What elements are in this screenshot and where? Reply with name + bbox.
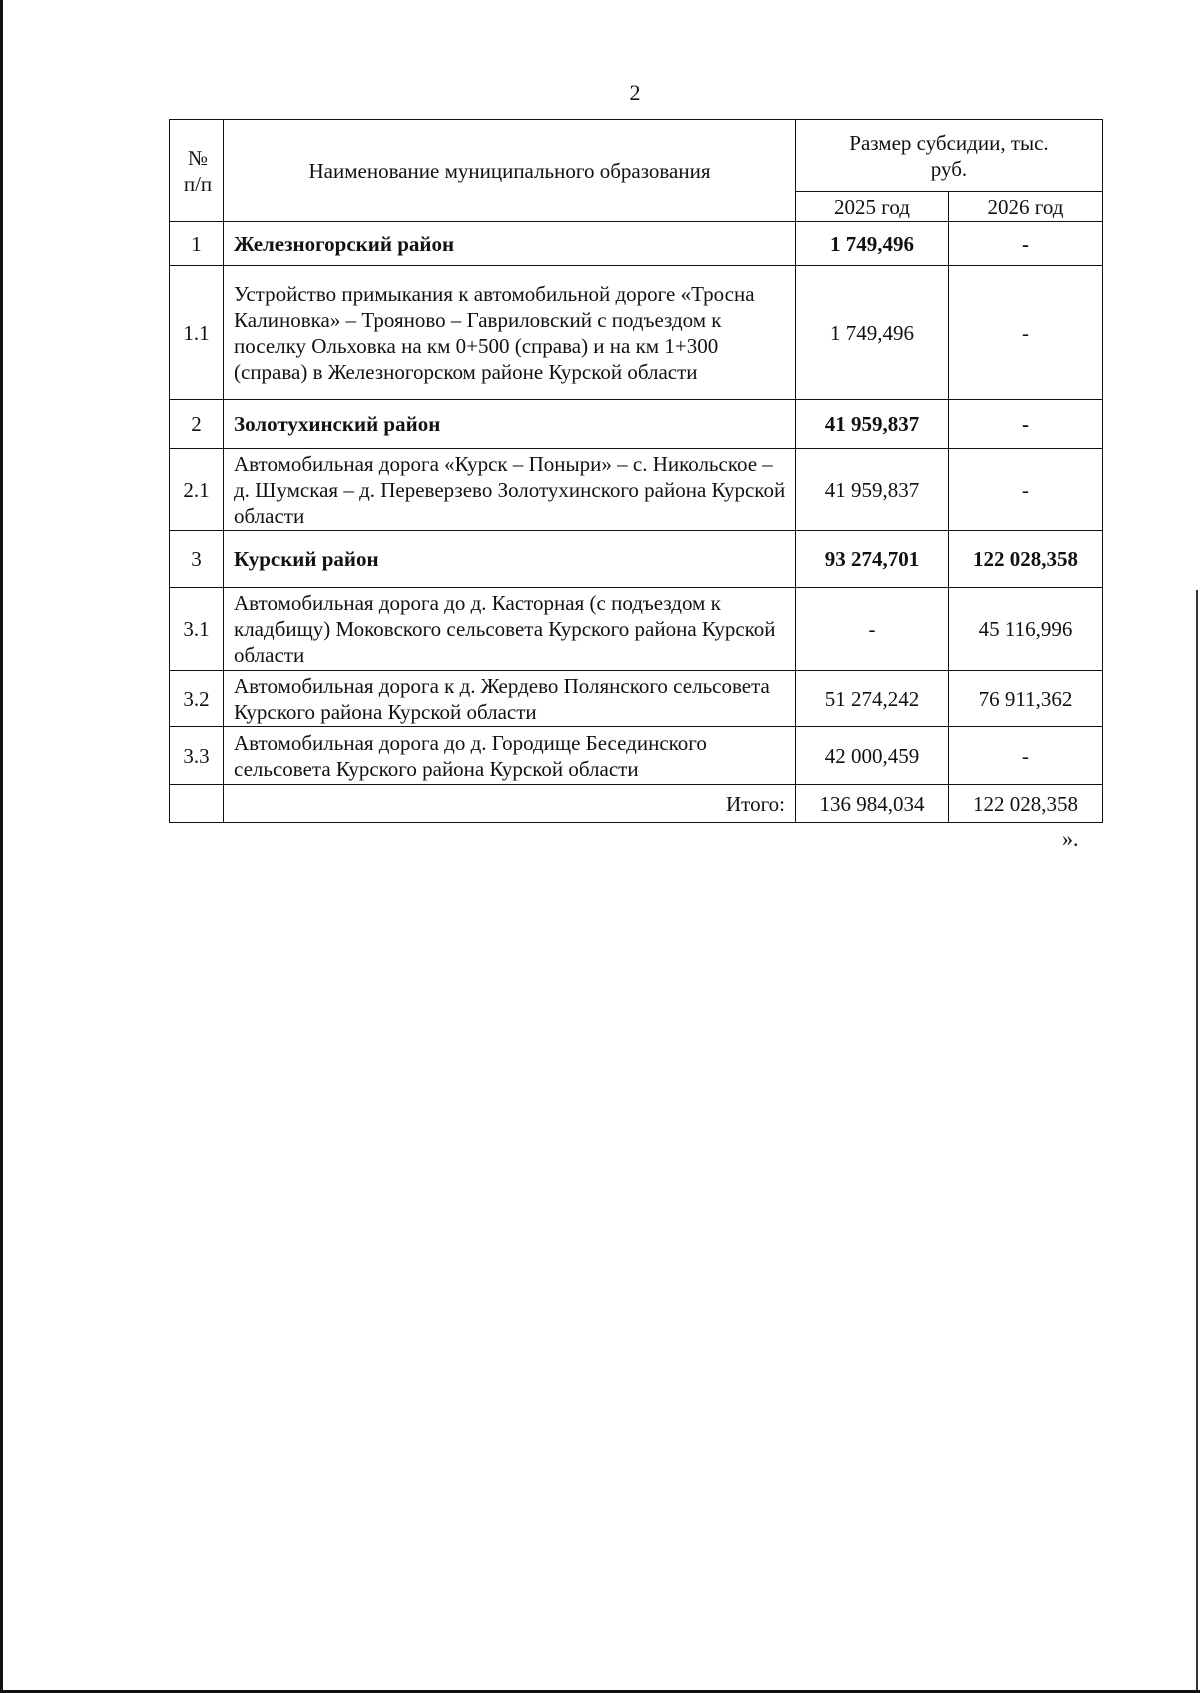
table-row-district <box>170 400 1103 449</box>
total-value-2026: 122 028,358 <box>949 785 1103 823</box>
table-row-object <box>170 588 1103 671</box>
row-value-2026: 76 911,362 <box>949 671 1103 727</box>
row-number: 2 <box>170 400 224 449</box>
table-row-object <box>170 671 1103 727</box>
header-number <box>170 120 224 222</box>
row-name: Курский район <box>224 531 796 588</box>
row-number: 3.3 <box>170 727 224 785</box>
row-value-2026: - <box>949 449 1103 531</box>
row-value-2025: 42 000,459 <box>796 727 949 785</box>
header-year-2025: 2025 год <box>796 192 949 222</box>
row-name: Железногорский район <box>224 222 796 266</box>
row-value-2025: 1 749,496 <box>796 266 949 400</box>
closing-quote-mark: ». <box>1062 826 1079 851</box>
total-number-cell <box>170 785 224 823</box>
row-value-2025: 51 274,242 <box>796 671 949 727</box>
total-label: Итого: <box>224 785 796 823</box>
row-value-2025: 1 749,496 <box>796 222 949 266</box>
row-name: Автомобильная дорога к д. Жердево Полянского сельсовета Курского района Курской области <box>224 671 796 727</box>
row-value-2025: 41 959,837 <box>796 449 949 531</box>
row-value-2025: 41 959,837 <box>796 400 949 449</box>
page-number: 2 <box>629 80 641 105</box>
row-number: 2.1 <box>170 449 224 531</box>
row-name: Автомобильная дорога до д. Касторная (с подъездом к кладбищу) Моковского сельсовета Курского района Курской области <box>224 588 796 671</box>
row-value-2026: - <box>949 400 1103 449</box>
table-row-district <box>170 531 1103 588</box>
row-value-2026: - <box>949 266 1103 400</box>
row-name: Золотухинский район <box>224 400 796 449</box>
row-value-2026: 45 116,996 <box>949 588 1103 671</box>
header-name: Наименование муниципального образования <box>224 120 796 222</box>
row-number: 3.1 <box>170 588 224 671</box>
subsidy-table <box>169 119 1103 823</box>
row-value-2025: - <box>796 588 949 671</box>
row-number: 3 <box>170 531 224 588</box>
header-amount-text: Размер субсидии, тыс. руб. <box>849 130 1049 181</box>
scan-edge-left <box>0 0 3 1693</box>
row-number: 1 <box>170 222 224 266</box>
row-name: Автомобильная дорога до д. Городище Бесединского сельсовета Курского района Курской области <box>224 727 796 785</box>
row-name: Автомобильная дорога «Курск – Поныри» – с. Никольское – д. Шумская – д. Переверзево Золотухинского района Курской области <box>224 449 796 531</box>
row-value-2026: - <box>949 222 1103 266</box>
table-row-district <box>170 222 1103 266</box>
header-year-2026: 2026 год <box>949 192 1103 222</box>
scan-edge-right <box>1196 590 1198 1690</box>
row-number: 1.1 <box>170 266 224 400</box>
row-value-2025: 93 274,701 <box>796 531 949 588</box>
table-row-object <box>170 727 1103 785</box>
total-value-2025: 136 984,034 <box>796 785 949 823</box>
table-row-object <box>170 449 1103 531</box>
row-value-2026: 122 028,358 <box>949 531 1103 588</box>
row-name: Устройство примыкания к автомобильной дороге «Тросна Калиновка» – Трояново – Гавриловский с подъездом к поселку Ольховка на км 0+500 (справа) и на км 1+300 (справа) в Железногорском районе Курской области <box>224 266 796 400</box>
table-row-object <box>170 266 1103 400</box>
table-row-total <box>170 785 1103 823</box>
header-amount <box>796 120 1103 192</box>
row-value-2026: - <box>949 727 1103 785</box>
row-number: 3.2 <box>170 671 224 727</box>
header-number-text: № п/п <box>183 145 213 196</box>
